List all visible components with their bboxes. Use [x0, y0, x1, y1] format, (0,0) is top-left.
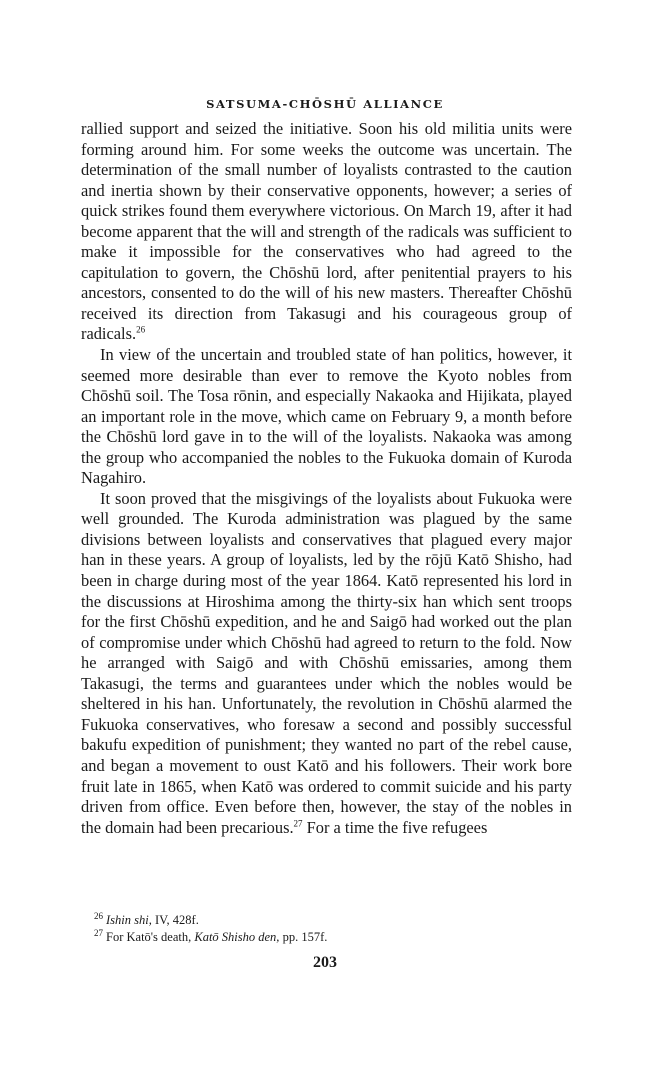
footnote-text: pp. 157f.	[279, 930, 328, 944]
footnote-reference: 26	[136, 325, 146, 335]
footnote-text: IV, 428f.	[151, 913, 199, 927]
paragraph-text: In view of the uncertain and troubled state of han politics, however, it seemed more desirable than ever to remove the Kyoto nobles from Chōshū soil. The Tosa rōnin, and especially Nakaoka and Hijikata, played an important role in the move, which came on February 9, a month before the Chōshū lord gave in to the will of the loyalists. Nakaoka was among the group who accompanied the nobles to the Fukuoka domain of Kuroda Nagahiro.	[81, 345, 572, 488]
paragraph-text: rallied support and seized the initiative. Soon his old militia units were forming around him. For some weeks the outcome was uncertain. The determination of the small number of loyalists contrasted to the caution and inertia shown by their conservative opponents, however; a series of quick strikes found them everywhere victorious. On March 19, after it had become apparent that the will and strength of the radicals was sufficient to make it impossible for the conservatives who had agreed to the capitulation to govern, the Chōshū lord, after penitential prayers to his ancestors, consented to do the will of his new masters. Thereafter Chōshū received its direction from Takasugi and his courageous group of radicals.	[81, 119, 572, 344]
footnote-reference: 27	[293, 818, 303, 829]
running-head: SATSUMA-CHŌSHŪ ALLIANCE	[206, 97, 444, 111]
paragraph	[81, 119, 572, 345]
body-text	[81, 119, 572, 838]
footnotes	[94, 912, 574, 946]
paragraph-text: It soon proved that the misgivings of the loyalists about Fukuoka were well grounded. The Kuroda administration was plagued by the same divisions between loyalists and conservatives that plagued every major han in these years. A group of loyalists, led by the rōjū Katō Shisho, had been in charge during most of the year 1864. Katō represented his lord in the discussions at Hiroshima among the thirty-six han which sent troops for the first Chōshū expedition, and he and Saigō had worked out the plan of compromise under which Chōshū had agreed to return to the fold. Now he arranged with Saigō and with Chōshū emissaries, among them Takasugi, the terms and guarantees under which the nobles would be sheltered in his han. Unfortunately, the revolution in Chōshū alarmed the Fukuoka conservatives, who foresaw a second and possibly successful bakufu expedition of punishment; they wanted no part of the rebel cause, and began a movement to oust Katō and his followers. Their work bore fruit late in 1865, when Katō was ordered to commit suicide and his party driven from office. Even before then, however, the stay of the nobles in the domain had been precarious.	[81, 488, 572, 837]
footnote	[94, 929, 574, 946]
paragraph-text: For a time the five refugees	[302, 817, 488, 837]
paragraph	[81, 489, 572, 838]
paragraph	[81, 345, 572, 489]
footnote-source-title: Katō Shisho den,	[194, 930, 280, 944]
footnote-number: 26	[94, 910, 103, 921]
footnote-number: 27	[94, 927, 103, 938]
footnote-source-title: Ishin shi,	[106, 913, 152, 927]
page-number: 203	[313, 954, 337, 971]
footnote-text: For Katō's death,	[106, 930, 195, 944]
footnote	[94, 912, 574, 929]
